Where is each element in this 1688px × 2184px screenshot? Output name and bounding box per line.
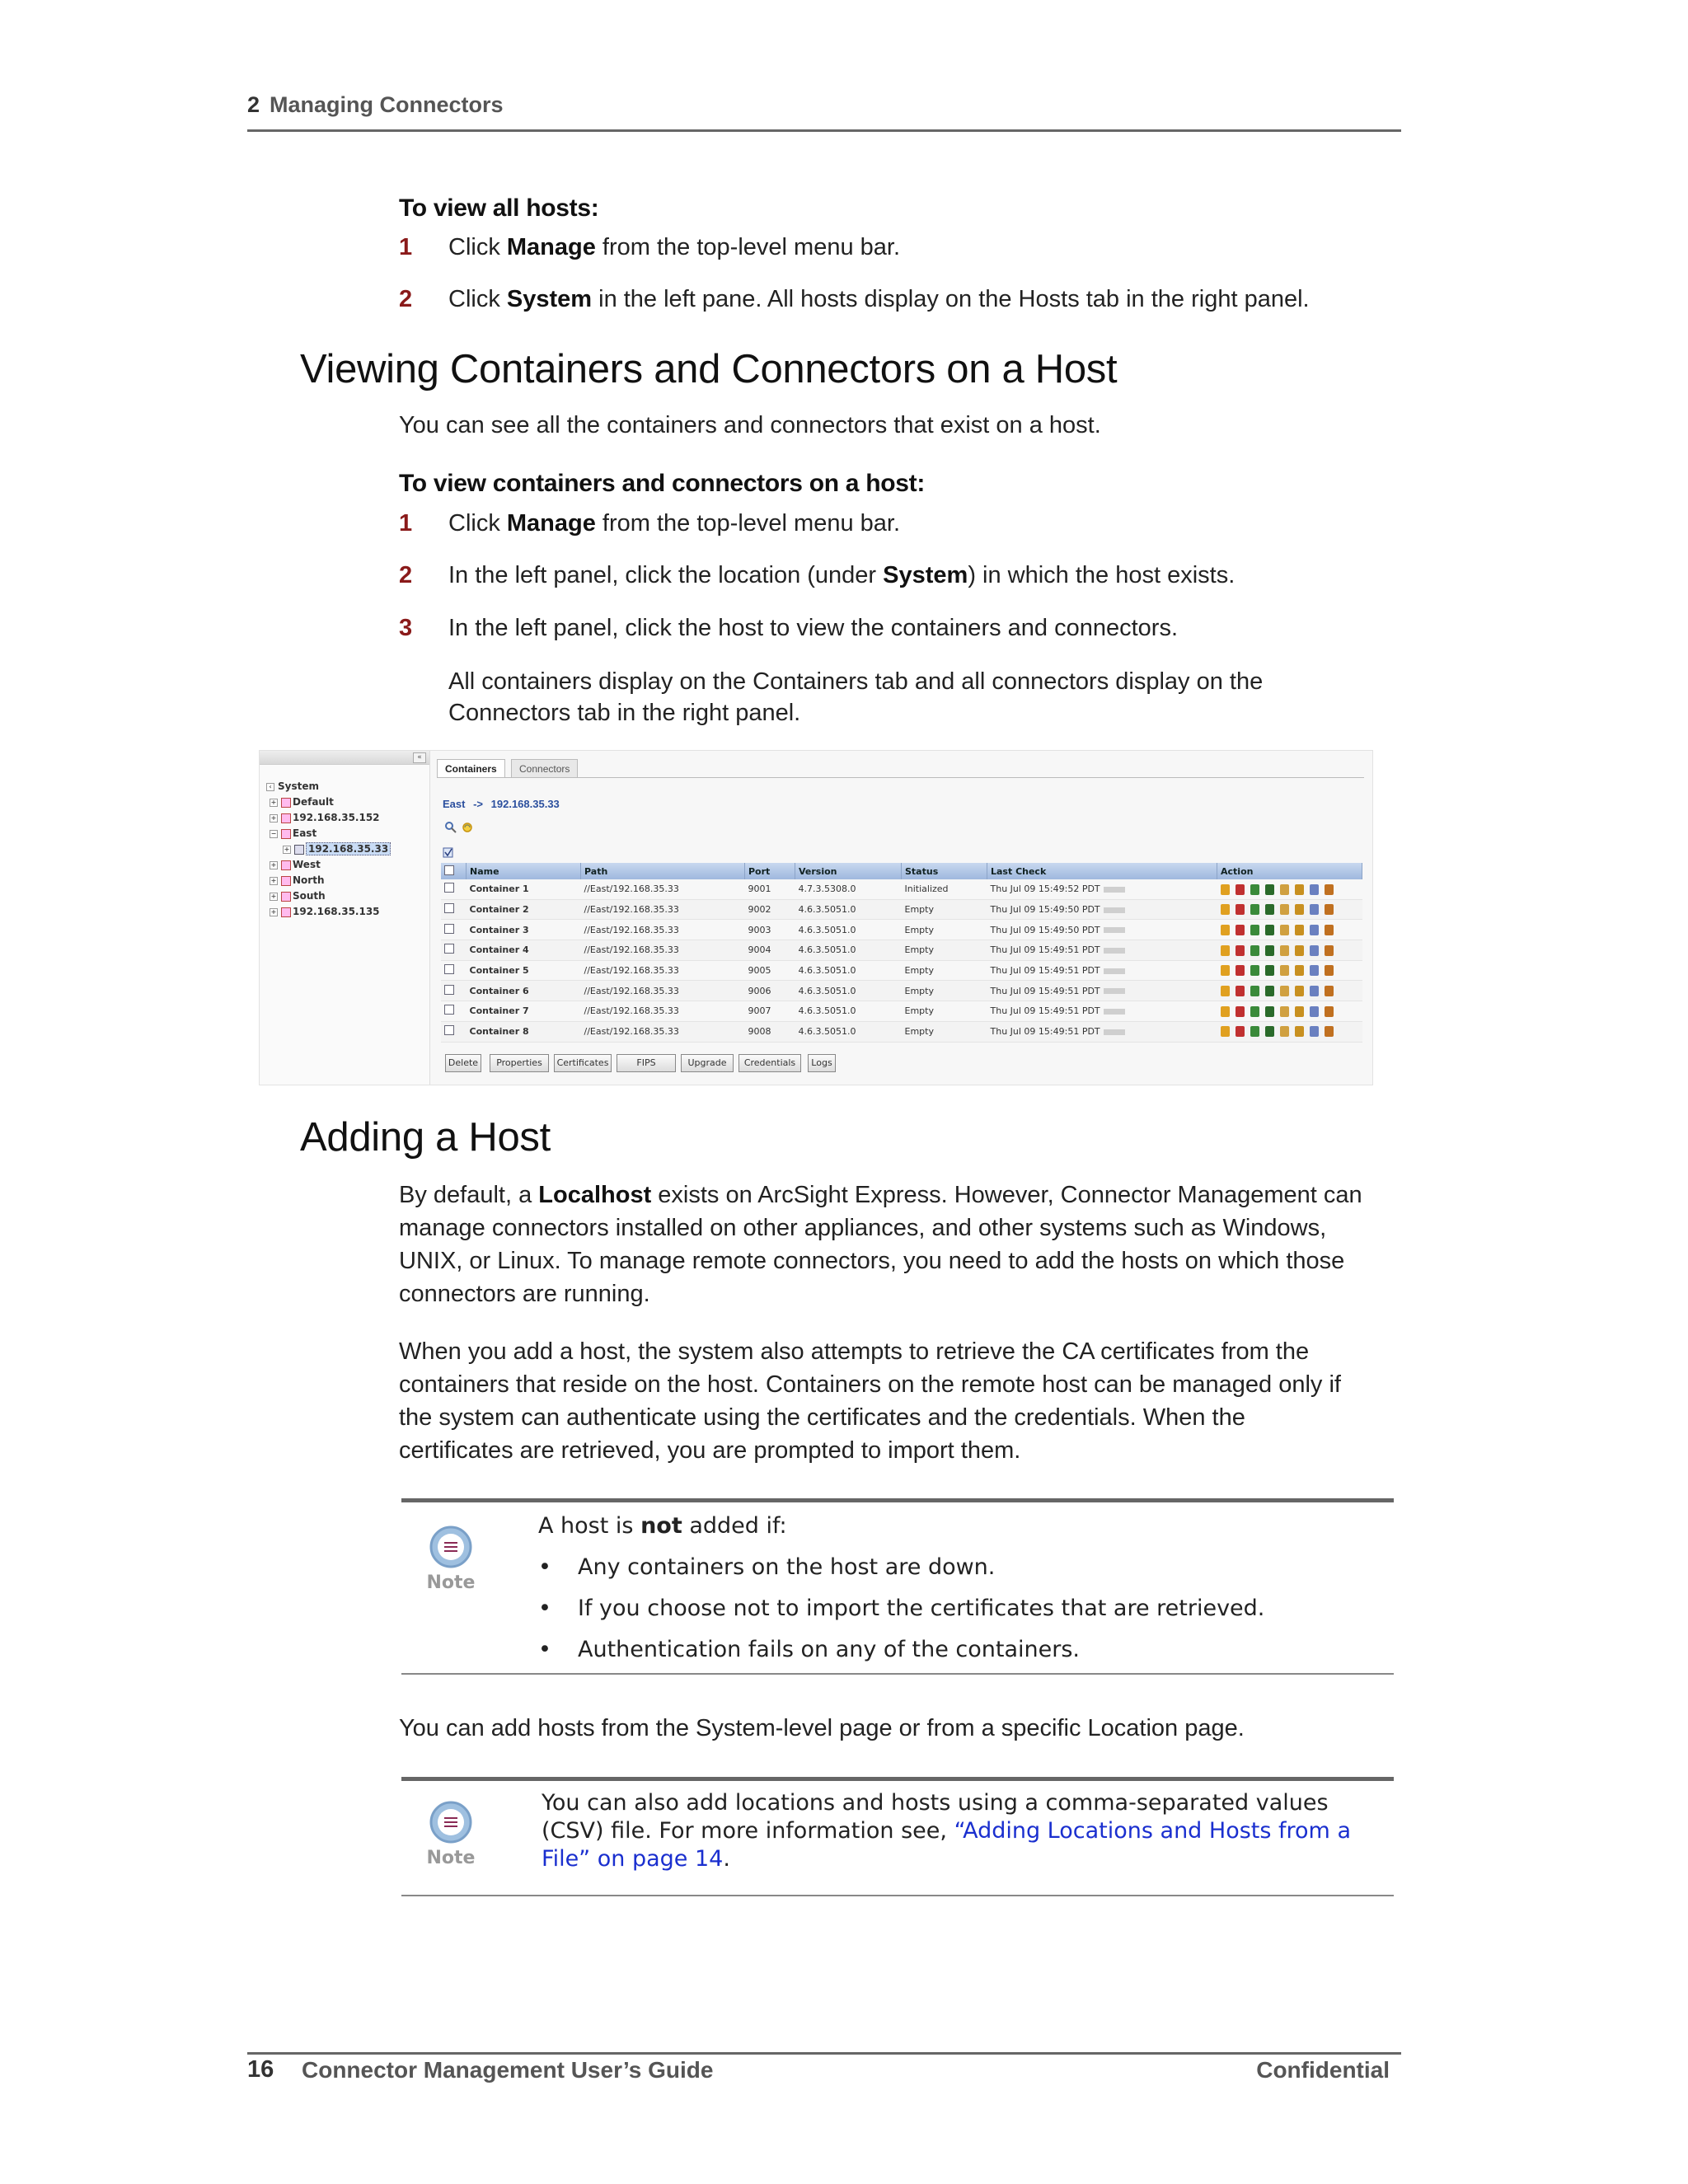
row-checkbox[interactable]	[441, 920, 467, 940]
configure-icon[interactable]	[1250, 1026, 1259, 1037]
disable-icon[interactable]	[1236, 965, 1245, 976]
location-tree-panel	[260, 751, 430, 1085]
paragraph-add-hosts-location: You can add hosts from the System-level page or from a specific Location page.	[399, 1715, 1245, 1741]
cell-path: //East/192.168.35.33	[581, 879, 745, 899]
edit-icon[interactable]	[1221, 884, 1230, 895]
row-select-checkbox[interactable]	[444, 964, 454, 974]
row-checkbox[interactable]	[441, 1001, 467, 1022]
cell-name: Container 7	[467, 1001, 581, 1022]
edit-icon[interactable]	[1221, 925, 1230, 935]
footer-confidential: Confidential	[1256, 2057, 1390, 2083]
step-number: 1	[399, 510, 413, 537]
log-icon[interactable]	[1280, 1006, 1289, 1017]
row-select-checkbox[interactable]	[444, 924, 454, 934]
row-select-checkbox[interactable]	[444, 985, 454, 995]
note-bullet-3: • Authentication fails on any of the containers.	[538, 1637, 1081, 1662]
monitor-icon[interactable]	[1265, 925, 1274, 935]
table-row[interactable]	[441, 899, 1362, 920]
log-icon[interactable]	[1280, 986, 1289, 996]
log-icon[interactable]	[1280, 925, 1289, 935]
cell-actions[interactable]	[1217, 981, 1362, 1001]
paragraph-default-localhost: By default, a Localhost exists on ArcSight Express. However, Connector Management can manage connectors installed on other appliances, and other systems such as Windows, UNIX, or Linux. To manage remote connectors, you need to add the hosts on which those connectors are running.	[399, 1182, 1362, 1307]
column-header-last-check[interactable]: Last Check	[987, 863, 1217, 879]
cell-status: Empty	[902, 981, 987, 1001]
certificate-icon[interactable]	[1295, 986, 1304, 996]
upgrade-icon[interactable]	[1310, 1006, 1319, 1017]
redacted-year	[1104, 927, 1125, 933]
certificate-icon[interactable]	[1295, 925, 1304, 935]
cell-name: Container 1	[467, 879, 581, 899]
cell-port: 9005	[745, 960, 795, 981]
disable-icon[interactable]	[1236, 945, 1245, 956]
cell-actions[interactable]	[1217, 899, 1362, 920]
column-header-action: Action	[1217, 863, 1362, 879]
credentials-icon[interactable]	[1325, 1006, 1334, 1017]
credentials-icon[interactable]	[1325, 986, 1334, 996]
cell-version: 4.6.3.5051.0	[795, 960, 902, 981]
tree-item-south[interactable]: + South	[270, 890, 326, 902]
properties-button[interactable]: Properties	[490, 1054, 549, 1072]
cell-path: //East/192.168.35.33	[581, 899, 745, 920]
row-checkbox[interactable]	[441, 981, 467, 1001]
step-3: 3 In the left panel, click the host to view the containers and connectors.	[399, 615, 1179, 641]
note-icon	[418, 1794, 484, 1885]
upgrade-icon[interactable]	[1310, 884, 1319, 895]
procedure-title-view-containers: To view containers and connectors on a host:	[399, 470, 926, 497]
cell-status: Initialized	[902, 879, 987, 899]
column-header-version[interactable]: Version	[795, 863, 902, 879]
cell-version: 4.6.3.5051.0	[795, 920, 902, 940]
cell-status: Empty	[902, 940, 987, 961]
redacted-year	[1104, 907, 1125, 913]
step-number: 2	[399, 562, 413, 588]
edit-icon[interactable]	[1221, 1026, 1230, 1037]
row-checkbox[interactable]	[441, 940, 467, 961]
configure-icon[interactable]	[1250, 904, 1259, 915]
log-icon[interactable]	[1280, 884, 1289, 895]
row-select-checkbox[interactable]	[444, 1025, 454, 1035]
cell-version: 4.6.3.5051.0	[795, 1021, 902, 1042]
certificate-icon[interactable]	[1295, 884, 1304, 895]
containers-screenshot	[259, 750, 1373, 1085]
edit-icon[interactable]	[1221, 1006, 1230, 1017]
step-2: 2 Click System in the left pane. All hosts display on the Hosts tab in the right panel.	[399, 286, 1310, 312]
cell-status: Empty	[902, 1001, 987, 1022]
disable-icon[interactable]	[1236, 884, 1245, 895]
tree-item-host-152[interactable]: + 192.168.35.152	[270, 812, 380, 823]
configure-icon[interactable]	[1250, 965, 1259, 976]
edit-icon[interactable]	[1221, 904, 1230, 915]
configure-icon[interactable]	[1250, 1006, 1259, 1017]
note-bullet-2: • If you choose not to import the certificates that are retrieved.	[538, 1596, 1265, 1621]
table-row[interactable]	[441, 960, 1362, 981]
procedure-title-view-hosts: To view all hosts:	[399, 194, 599, 222]
cell-actions[interactable]	[1217, 1021, 1362, 1042]
cell-name: Container 6	[467, 981, 581, 1001]
section-heading-adding-host: Adding a Host	[300, 1115, 551, 1160]
containers-panel	[437, 751, 1368, 1085]
monitor-icon[interactable]	[1265, 904, 1274, 915]
cell-name: Container 4	[467, 940, 581, 961]
log-icon[interactable]	[1280, 945, 1289, 956]
credentials-icon[interactable]	[1325, 925, 1334, 935]
cell-port: 9007	[745, 1001, 795, 1022]
credentials-icon[interactable]	[1325, 884, 1334, 895]
cell-path: //East/192.168.35.33	[581, 940, 745, 961]
cell-actions[interactable]	[1217, 920, 1362, 940]
cell-version: 4.6.3.5051.0	[795, 899, 902, 920]
upgrade-button[interactable]: Upgrade	[681, 1054, 734, 1072]
table-row[interactable]	[441, 879, 1362, 899]
cell-version: 4.7.3.5308.0	[795, 879, 902, 899]
note-host-not-added	[401, 1498, 1394, 1675]
monitor-icon[interactable]	[1265, 965, 1274, 976]
certificate-icon[interactable]	[1295, 945, 1304, 956]
monitor-icon[interactable]	[1265, 1006, 1274, 1017]
redacted-year	[1104, 1029, 1125, 1035]
cell-last-check: Thu Jul 09 15:49:50 PDT	[987, 920, 1217, 940]
select-column-header[interactable]	[441, 863, 467, 879]
page-number: 16	[247, 2056, 274, 2083]
cell-actions[interactable]	[1217, 940, 1362, 961]
link-adding-locations-page[interactable]: File” on page 14	[542, 1846, 724, 1872]
step-3-detail: All containers display on the Containers tab and all connectors display on the Connectors tab in the right panel.	[448, 668, 1264, 726]
configure-icon[interactable]	[1250, 925, 1259, 935]
upgrade-icon[interactable]	[1310, 925, 1319, 935]
monitor-icon[interactable]	[1265, 986, 1274, 996]
cell-version: 4.6.3.5051.0	[795, 1001, 902, 1022]
monitor-icon[interactable]	[1265, 1026, 1274, 1037]
credentials-icon[interactable]	[1325, 965, 1334, 976]
note-csv	[401, 1777, 1394, 1896]
paragraph-certificates: When you add a host, the system also attempts to retrieve the CA certificates from the containers that reside on the host. Containers on the remote host can be managed only if the system can authenticate using the certificates and the credentials. When the certificates are retrieved, you are prompted to import them.	[399, 1338, 1341, 1464]
table-row[interactable]	[441, 920, 1362, 940]
redacted-year	[1104, 968, 1125, 974]
tree-item-west[interactable]: + West	[270, 859, 321, 870]
cell-name: Container 2	[467, 899, 581, 920]
column-header-port[interactable]: Port	[745, 863, 795, 879]
section-heading-viewing: Viewing Containers and Connectors on a Host	[300, 347, 1118, 391]
cell-port: 9002	[745, 899, 795, 920]
breadcrumb-location[interactable]: East	[443, 798, 466, 810]
note-label: Note	[426, 1848, 476, 1868]
cell-last-check: Thu Jul 09 15:49:52 PDT	[987, 879, 1217, 899]
edit-icon[interactable]	[1221, 945, 1230, 956]
row-select-checkbox[interactable]	[444, 1005, 454, 1015]
redacted-year	[1104, 887, 1125, 893]
redacted-year	[1104, 988, 1125, 994]
upgrade-icon[interactable]	[1310, 945, 1319, 956]
cell-last-check: Thu Jul 09 15:49:50 PDT	[987, 899, 1217, 920]
credentials-icon[interactable]	[1325, 1026, 1334, 1037]
step-number: 1	[399, 234, 413, 260]
link-adding-locations[interactable]: “Adding Locations and Hosts from a	[954, 1818, 1351, 1844]
row-checkbox[interactable]	[441, 1021, 467, 1042]
cell-path: //East/192.168.35.33	[581, 981, 745, 1001]
table-row[interactable]	[441, 940, 1362, 961]
tree-item-system[interactable]: ‹ System	[266, 780, 319, 792]
refresh-icon[interactable]	[461, 821, 472, 832]
cell-name: Container 5	[467, 960, 581, 981]
chapter-title: Managing Connectors	[270, 92, 504, 117]
certificates-button[interactable]: Certificates	[554, 1054, 612, 1072]
row-select-checkbox[interactable]	[444, 944, 454, 954]
tab-connectors[interactable]: Connectors	[511, 759, 578, 778]
note-bullet-1: • Any containers on the host are down.	[538, 1554, 996, 1580]
upgrade-icon[interactable]	[1310, 965, 1319, 976]
section-intro: You can see all the containers and connectors that exist on a host.	[399, 412, 1101, 438]
cell-path: //East/192.168.35.33	[581, 920, 745, 940]
row-checkbox[interactable]	[441, 899, 467, 920]
table-row[interactable]	[441, 981, 1362, 1001]
cell-status: Empty	[902, 1021, 987, 1042]
cell-status: Empty	[902, 899, 987, 920]
step-number: 2	[399, 286, 413, 312]
cell-actions[interactable]	[1217, 960, 1362, 981]
tree-item-host-33[interactable]: + 192.168.35.33	[283, 843, 391, 855]
upgrade-icon[interactable]	[1310, 904, 1319, 915]
tab-containers[interactable]: Containers	[437, 759, 505, 778]
note-lead: A host is not added if:	[538, 1513, 787, 1539]
upgrade-icon[interactable]	[1310, 986, 1319, 996]
cell-actions[interactable]	[1217, 1001, 1362, 1022]
configure-icon[interactable]	[1250, 884, 1259, 895]
certificate-icon[interactable]	[1295, 965, 1304, 976]
delete-button[interactable]: Delete	[445, 1054, 481, 1072]
step-number: 3	[399, 615, 413, 641]
note-icon	[418, 1519, 484, 1610]
footer-rule	[247, 2052, 1401, 2055]
redacted-year	[1104, 1009, 1125, 1015]
cell-name: Container 3	[467, 920, 581, 940]
chapter-number: 2	[247, 92, 260, 117]
cell-path: //East/192.168.35.33	[581, 1021, 745, 1042]
disable-icon[interactable]	[1236, 904, 1245, 915]
certificate-icon[interactable]	[1295, 1006, 1304, 1017]
configure-icon[interactable]	[1250, 945, 1259, 956]
credentials-icon[interactable]	[1325, 904, 1334, 915]
breadcrumb-host: 192.168.35.33	[490, 798, 560, 810]
cell-port: 9008	[745, 1021, 795, 1042]
cell-last-check: Thu Jul 09 15:49:51 PDT	[987, 1001, 1217, 1022]
redacted-year	[1104, 948, 1125, 954]
row-select-checkbox[interactable]	[444, 903, 454, 913]
tree-item-default[interactable]: + Default	[270, 796, 334, 808]
cell-port: 9003	[745, 920, 795, 940]
edit-icon[interactable]	[1221, 986, 1230, 996]
running-header	[247, 92, 504, 118]
column-header-name[interactable]: Name	[467, 863, 581, 879]
edit-icon[interactable]	[1221, 965, 1230, 976]
column-header-status[interactable]: Status	[902, 863, 987, 879]
column-header-path[interactable]: Path	[581, 863, 745, 879]
step-2: 2 In the left panel, click the location (under System) in which the host exists.	[399, 562, 1236, 588]
cell-status: Empty	[902, 920, 987, 940]
disable-icon[interactable]	[1236, 986, 1245, 996]
credentials-button[interactable]: Credentials	[738, 1054, 801, 1072]
note-csv-text: You can also add locations and hosts using a comma-separated values (CSV) file. For more information see, “Adding Locations and Hosts from a File” on page 14.	[542, 1790, 1351, 1872]
credentials-icon[interactable]	[1325, 945, 1334, 956]
search-icon[interactable]	[444, 821, 456, 832]
note-label: Note	[426, 1572, 476, 1593]
upgrade-icon[interactable]	[1310, 1026, 1319, 1037]
table-row[interactable]	[441, 1001, 1362, 1022]
log-icon[interactable]	[1280, 965, 1289, 976]
disable-icon[interactable]	[1236, 1026, 1245, 1037]
cell-port: 9004	[745, 940, 795, 961]
footer-title: Connector Management User’s Guide	[302, 2057, 714, 2083]
configure-icon[interactable]	[1250, 986, 1259, 996]
cell-version: 4.6.3.5051.0	[795, 981, 902, 1001]
cell-last-check: Thu Jul 09 15:49:51 PDT	[987, 960, 1217, 981]
row-checkbox[interactable]	[441, 960, 467, 981]
tree-item-north[interactable]: + North	[270, 874, 325, 886]
logs-button[interactable]: Logs	[808, 1054, 836, 1072]
row-checkbox[interactable]	[441, 879, 467, 899]
step-1: 1 Click Manage from the top-level menu bar.	[399, 234, 901, 260]
disable-icon[interactable]	[1236, 925, 1245, 935]
cell-actions[interactable]	[1217, 879, 1362, 899]
tree-item-host-135[interactable]: + 192.168.35.135	[270, 906, 380, 917]
select-all-checkbox-icon[interactable]	[443, 847, 454, 859]
cell-last-check: Thu Jul 09 15:49:51 PDT	[987, 940, 1217, 961]
cell-last-check: Thu Jul 09 15:49:51 PDT	[987, 981, 1217, 1001]
certificate-icon[interactable]	[1295, 1026, 1304, 1037]
cell-last-check: Thu Jul 09 15:49:51 PDT	[987, 1021, 1217, 1042]
cell-path: //East/192.168.35.33	[581, 960, 745, 981]
containers-table	[441, 863, 1362, 1043]
monitor-icon[interactable]	[1265, 945, 1274, 956]
disable-icon[interactable]	[1236, 1006, 1245, 1017]
table-row[interactable]	[441, 1021, 1362, 1042]
log-icon[interactable]	[1280, 1026, 1289, 1037]
step-1: 1 Click Manage from the top-level menu bar.	[399, 510, 901, 537]
cell-name: Container 8	[467, 1021, 581, 1042]
certificate-icon[interactable]	[1295, 904, 1304, 915]
log-icon[interactable]	[1280, 904, 1289, 915]
cell-port: 9001	[745, 879, 795, 899]
cell-port: 9006	[745, 981, 795, 1001]
cell-status: Empty	[902, 960, 987, 981]
fips-button[interactable]: FIPS	[617, 1054, 676, 1072]
header-rule	[247, 129, 1401, 132]
cell-version: 4.6.3.5051.0	[795, 940, 902, 961]
breadcrumb: East -> 192.168.35.33	[443, 798, 560, 810]
collapse-panel-button[interactable]: «	[413, 752, 426, 763]
tree-item-east[interactable]: − East	[270, 827, 317, 839]
monitor-icon[interactable]	[1265, 884, 1274, 895]
row-select-checkbox[interactable]	[444, 883, 454, 893]
cell-path: //East/192.168.35.33	[581, 1001, 745, 1022]
